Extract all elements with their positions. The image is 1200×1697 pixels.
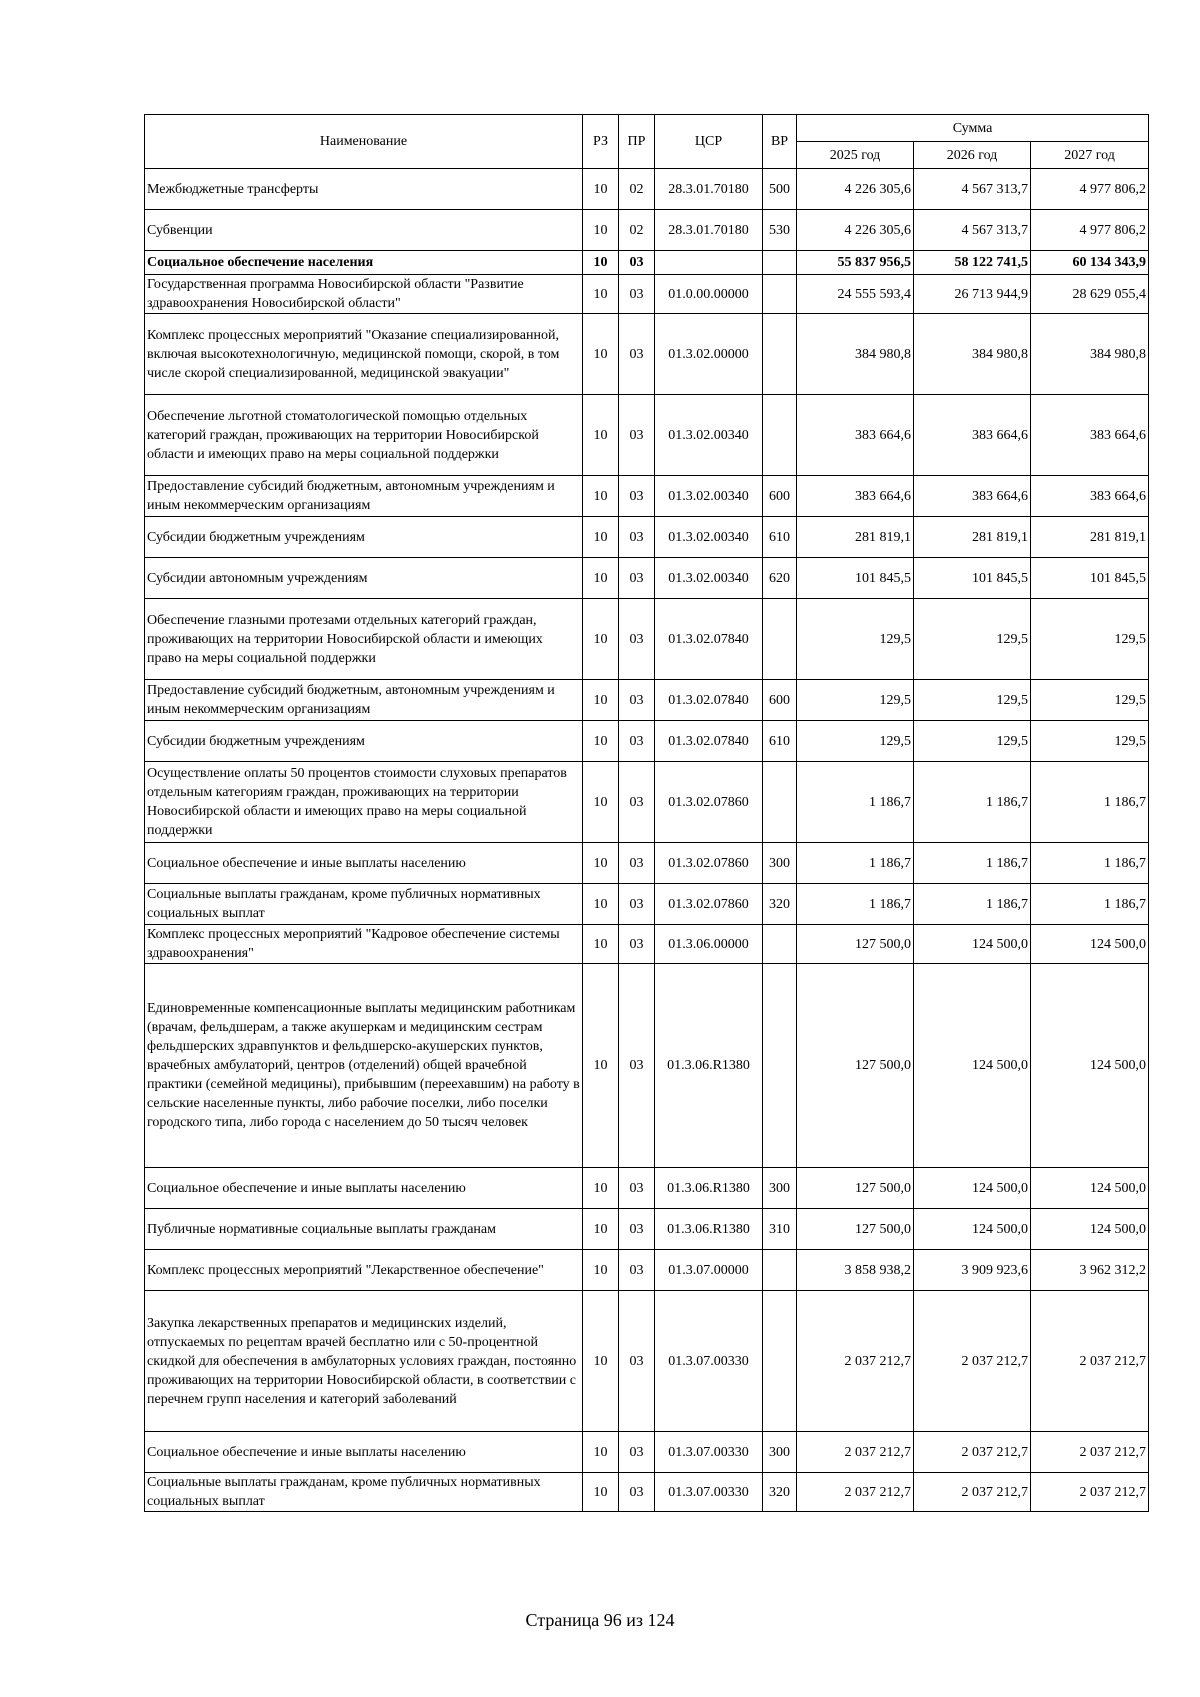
cell-csr: 01.3.06.00000 bbox=[655, 925, 763, 964]
cell-2027: 384 980,8 bbox=[1031, 314, 1149, 395]
cell-vr bbox=[763, 251, 797, 275]
cell-2026: 1 186,7 bbox=[914, 843, 1031, 884]
cell-rz: 10 bbox=[583, 1168, 619, 1209]
cell-2025: 127 500,0 bbox=[797, 964, 914, 1168]
table-row bbox=[145, 721, 1149, 762]
cell-name: Единовременные компенсационные выплаты медицинским работникам (врачам, фельдшерам, а также акушеркам и медицинским сестрам фельдшерских здравпунктов и фельдшерско-акушерских пунктов, врачебных амбулаторий, центров (отделений) общей врачебной практики (семейной медицины), прибывшим (переехавшим) на работу в сельские населенные пункты, либо рабочие поселки, либо поселки городского типа, либо города с населением до 50 тысяч человек bbox=[145, 964, 583, 1168]
cell-pr: 03 bbox=[619, 925, 655, 964]
table-row bbox=[145, 1473, 1149, 1512]
budget-table bbox=[144, 114, 1149, 1512]
cell-rz: 10 bbox=[583, 843, 619, 884]
cell-vr: 610 bbox=[763, 517, 797, 558]
cell-2025: 1 186,7 bbox=[797, 843, 914, 884]
cell-rz: 10 bbox=[583, 925, 619, 964]
cell-2026: 129,5 bbox=[914, 721, 1031, 762]
table-row bbox=[145, 1250, 1149, 1291]
cell-rz: 10 bbox=[583, 884, 619, 925]
cell-pr: 03 bbox=[619, 1168, 655, 1209]
cell-rz: 10 bbox=[583, 599, 619, 680]
cell-csr: 01.3.06.R1380 bbox=[655, 1209, 763, 1250]
cell-vr bbox=[763, 762, 797, 843]
cell-vr bbox=[763, 314, 797, 395]
cell-csr: 01.3.02.07840 bbox=[655, 680, 763, 721]
table-row bbox=[145, 964, 1149, 1168]
cell-2026: 384 980,8 bbox=[914, 314, 1031, 395]
cell-2025: 129,5 bbox=[797, 599, 914, 680]
cell-name: Предоставление субсидий бюджетным, автономным учреждениям и иным некоммерческим организациям bbox=[145, 476, 583, 517]
cell-rz: 10 bbox=[583, 558, 619, 599]
cell-2027: 129,5 bbox=[1031, 599, 1149, 680]
cell-vr: 610 bbox=[763, 721, 797, 762]
cell-vr: 320 bbox=[763, 884, 797, 925]
cell-2027: 1 186,7 bbox=[1031, 762, 1149, 843]
cell-csr: 01.3.07.00330 bbox=[655, 1473, 763, 1512]
cell-rz: 10 bbox=[583, 251, 619, 275]
cell-2026: 383 664,6 bbox=[914, 395, 1031, 476]
cell-name: Комплекс процессных мероприятий "Оказание специализированной, включая высокотехнологичную, медицинской помощи, скорой, в том числе скорой специализированной, медицинской эвакуации" bbox=[145, 314, 583, 395]
cell-rz: 10 bbox=[583, 1473, 619, 1512]
cell-vr: 320 bbox=[763, 1473, 797, 1512]
cell-pr: 03 bbox=[619, 1473, 655, 1512]
cell-vr: 500 bbox=[763, 169, 797, 210]
cell-rz: 10 bbox=[583, 1432, 619, 1473]
cell-pr: 03 bbox=[619, 964, 655, 1168]
cell-2027: 281 819,1 bbox=[1031, 517, 1149, 558]
cell-2027: 129,5 bbox=[1031, 680, 1149, 721]
header-vr: ВР bbox=[763, 115, 797, 169]
table-row bbox=[145, 314, 1149, 395]
cell-csr: 01.3.07.00330 bbox=[655, 1291, 763, 1432]
header-rz: РЗ bbox=[583, 115, 619, 169]
cell-name: Социальные выплаты гражданам, кроме публичных нормативных социальных выплат bbox=[145, 884, 583, 925]
cell-2027: 101 845,5 bbox=[1031, 558, 1149, 599]
cell-rz: 10 bbox=[583, 1250, 619, 1291]
cell-rz: 10 bbox=[583, 964, 619, 1168]
cell-csr: 01.3.02.07840 bbox=[655, 721, 763, 762]
table-row bbox=[145, 210, 1149, 251]
cell-name: Социальные выплаты гражданам, кроме публичных нормативных социальных выплат bbox=[145, 1473, 583, 1512]
cell-2025: 127 500,0 bbox=[797, 1209, 914, 1250]
cell-csr: 01.3.02.00000 bbox=[655, 314, 763, 395]
cell-name: Предоставление субсидий бюджетным, автономным учреждениям и иным некоммерческим организациям bbox=[145, 680, 583, 721]
cell-2027: 124 500,0 bbox=[1031, 1209, 1149, 1250]
cell-rz: 10 bbox=[583, 395, 619, 476]
table-row bbox=[145, 169, 1149, 210]
cell-2025: 129,5 bbox=[797, 721, 914, 762]
cell-2026: 26 713 944,9 bbox=[914, 275, 1031, 314]
cell-rz: 10 bbox=[583, 1291, 619, 1432]
cell-name: Комплекс процессных мероприятий "Кадровое обеспечение системы здравоохранения" bbox=[145, 925, 583, 964]
cell-vr bbox=[763, 395, 797, 476]
cell-2026: 1 186,7 bbox=[914, 762, 1031, 843]
cell-vr bbox=[763, 599, 797, 680]
cell-2025: 4 226 305,6 bbox=[797, 210, 914, 251]
table-row bbox=[145, 843, 1149, 884]
header-2026: 2026 год bbox=[914, 142, 1031, 169]
table-row bbox=[145, 395, 1149, 476]
cell-rz: 10 bbox=[583, 314, 619, 395]
cell-pr: 03 bbox=[619, 884, 655, 925]
cell-vr: 600 bbox=[763, 680, 797, 721]
cell-2025: 383 664,6 bbox=[797, 476, 914, 517]
cell-name: Социальное обеспечение и иные выплаты населению bbox=[145, 1168, 583, 1209]
cell-pr: 03 bbox=[619, 599, 655, 680]
cell-name: Социальное обеспечение населения bbox=[145, 251, 583, 275]
header-name: Наименование bbox=[145, 115, 583, 169]
cell-2026: 124 500,0 bbox=[914, 1209, 1031, 1250]
cell-csr: 01.0.00.00000 bbox=[655, 275, 763, 314]
cell-2026: 2 037 212,7 bbox=[914, 1473, 1031, 1512]
cell-csr: 01.3.06.R1380 bbox=[655, 964, 763, 1168]
cell-pr: 03 bbox=[619, 1432, 655, 1473]
cell-2025: 1 186,7 bbox=[797, 884, 914, 925]
header-2025: 2025 год bbox=[797, 142, 914, 169]
table-row bbox=[145, 1168, 1149, 1209]
cell-pr: 03 bbox=[619, 762, 655, 843]
cell-2027: 383 664,6 bbox=[1031, 476, 1149, 517]
cell-2027: 2 037 212,7 bbox=[1031, 1473, 1149, 1512]
cell-2027: 124 500,0 bbox=[1031, 964, 1149, 1168]
cell-name: Межбюджетные трансферты bbox=[145, 169, 583, 210]
cell-2027: 4 977 806,2 bbox=[1031, 210, 1149, 251]
cell-2026: 1 186,7 bbox=[914, 884, 1031, 925]
cell-rz: 10 bbox=[583, 210, 619, 251]
table-header bbox=[145, 115, 1149, 169]
cell-rz: 10 bbox=[583, 476, 619, 517]
header-2027: 2027 год bbox=[1031, 142, 1149, 169]
cell-2027: 28 629 055,4 bbox=[1031, 275, 1149, 314]
table-row bbox=[145, 1432, 1149, 1473]
cell-name: Публичные нормативные социальные выплаты гражданам bbox=[145, 1209, 583, 1250]
cell-2026: 2 037 212,7 bbox=[914, 1291, 1031, 1432]
cell-vr bbox=[763, 925, 797, 964]
cell-vr: 300 bbox=[763, 843, 797, 884]
cell-2027: 1 186,7 bbox=[1031, 843, 1149, 884]
page-number: Страница 96 из 124 bbox=[525, 1610, 675, 1630]
cell-vr bbox=[763, 1250, 797, 1291]
cell-rz: 10 bbox=[583, 517, 619, 558]
table-row bbox=[145, 680, 1149, 721]
table-row bbox=[145, 476, 1149, 517]
cell-name: Осуществление оплаты 50 процентов стоимости слуховых препаратов отдельным категориям граждан, проживающих на территории Новосибирской области и имеющих право на меры социальной поддержки bbox=[145, 762, 583, 843]
table-row bbox=[145, 275, 1149, 314]
cell-2025: 281 819,1 bbox=[797, 517, 914, 558]
cell-2027: 60 134 343,9 bbox=[1031, 251, 1149, 275]
cell-2026: 129,5 bbox=[914, 680, 1031, 721]
cell-rz: 10 bbox=[583, 1209, 619, 1250]
cell-2027: 383 664,6 bbox=[1031, 395, 1149, 476]
table-row bbox=[145, 558, 1149, 599]
cell-csr: 01.3.02.07840 bbox=[655, 599, 763, 680]
cell-2025: 384 980,8 bbox=[797, 314, 914, 395]
cell-vr bbox=[763, 964, 797, 1168]
cell-csr: 01.3.06.R1380 bbox=[655, 1168, 763, 1209]
cell-2027: 2 037 212,7 bbox=[1031, 1291, 1149, 1432]
header-sum: Сумма bbox=[797, 115, 1149, 142]
table-row bbox=[145, 1209, 1149, 1250]
cell-name: Социальное обеспечение и иные выплаты населению bbox=[145, 843, 583, 884]
cell-pr: 02 bbox=[619, 169, 655, 210]
cell-rz: 10 bbox=[583, 721, 619, 762]
cell-pr: 03 bbox=[619, 1250, 655, 1291]
cell-name: Субвенции bbox=[145, 210, 583, 251]
cell-2025: 2 037 212,7 bbox=[797, 1291, 914, 1432]
cell-pr: 03 bbox=[619, 721, 655, 762]
cell-pr: 03 bbox=[619, 476, 655, 517]
cell-pr: 03 bbox=[619, 843, 655, 884]
cell-2025: 4 226 305,6 bbox=[797, 169, 914, 210]
header-pr: ПР bbox=[619, 115, 655, 169]
header-csr: ЦСР bbox=[655, 115, 763, 169]
cell-vr bbox=[763, 1291, 797, 1432]
cell-vr: 600 bbox=[763, 476, 797, 517]
cell-2026: 281 819,1 bbox=[914, 517, 1031, 558]
cell-2026: 58 122 741,5 bbox=[914, 251, 1031, 275]
cell-vr: 300 bbox=[763, 1432, 797, 1473]
cell-2025: 55 837 956,5 bbox=[797, 251, 914, 275]
cell-2027: 4 977 806,2 bbox=[1031, 169, 1149, 210]
cell-name: Социальное обеспечение и иные выплаты населению bbox=[145, 1432, 583, 1473]
cell-2025: 129,5 bbox=[797, 680, 914, 721]
cell-2025: 24 555 593,4 bbox=[797, 275, 914, 314]
cell-name: Обеспечение глазными протезами отдельных категорий граждан, проживающих на территории Новосибирской области и имеющих право на меры социальной поддержки bbox=[145, 599, 583, 680]
cell-csr: 01.3.07.00330 bbox=[655, 1432, 763, 1473]
cell-name: Субсидии бюджетным учреждениям bbox=[145, 721, 583, 762]
table-row bbox=[145, 599, 1149, 680]
cell-vr: 620 bbox=[763, 558, 797, 599]
cell-csr: 01.3.02.07860 bbox=[655, 884, 763, 925]
cell-csr: 28.3.01.70180 bbox=[655, 169, 763, 210]
cell-name: Государственная программа Новосибирской области "Развитие здравоохранения Новосибирской области" bbox=[145, 275, 583, 314]
cell-pr: 03 bbox=[619, 517, 655, 558]
cell-name: Комплекс процессных мероприятий "Лекарственное обеспечение" bbox=[145, 1250, 583, 1291]
cell-2027: 3 962 312,2 bbox=[1031, 1250, 1149, 1291]
table-row bbox=[145, 925, 1149, 964]
cell-2027: 124 500,0 bbox=[1031, 925, 1149, 964]
cell-csr: 01.3.02.00340 bbox=[655, 395, 763, 476]
cell-pr: 03 bbox=[619, 558, 655, 599]
cell-2026: 124 500,0 bbox=[914, 925, 1031, 964]
table-row bbox=[145, 762, 1149, 843]
cell-2025: 2 037 212,7 bbox=[797, 1432, 914, 1473]
table-row bbox=[145, 251, 1149, 275]
cell-2025: 127 500,0 bbox=[797, 1168, 914, 1209]
cell-rz: 10 bbox=[583, 680, 619, 721]
cell-2026: 129,5 bbox=[914, 599, 1031, 680]
cell-name: Субсидии бюджетным учреждениям bbox=[145, 517, 583, 558]
cell-2026: 4 567 313,7 bbox=[914, 210, 1031, 251]
cell-name: Обеспечение льготной стоматологической помощью отдельных категорий граждан, проживающих на территории Новосибирской области и имеющих право на меры социальной поддержки bbox=[145, 395, 583, 476]
cell-2026: 383 664,6 bbox=[914, 476, 1031, 517]
cell-csr: 01.3.02.07860 bbox=[655, 762, 763, 843]
cell-2025: 383 664,6 bbox=[797, 395, 914, 476]
cell-pr: 03 bbox=[619, 680, 655, 721]
table-body bbox=[145, 169, 1149, 1512]
cell-2027: 2 037 212,7 bbox=[1031, 1432, 1149, 1473]
cell-csr: 01.3.02.00340 bbox=[655, 558, 763, 599]
cell-2027: 129,5 bbox=[1031, 721, 1149, 762]
cell-pr: 03 bbox=[619, 395, 655, 476]
cell-2025: 2 037 212,7 bbox=[797, 1473, 914, 1512]
cell-vr: 300 bbox=[763, 1168, 797, 1209]
cell-2025: 1 186,7 bbox=[797, 762, 914, 843]
cell-2026: 4 567 313,7 bbox=[914, 169, 1031, 210]
cell-2025: 3 858 938,2 bbox=[797, 1250, 914, 1291]
cell-2026: 101 845,5 bbox=[914, 558, 1031, 599]
table-row bbox=[145, 517, 1149, 558]
cell-vr bbox=[763, 275, 797, 314]
cell-pr: 03 bbox=[619, 1209, 655, 1250]
cell-pr: 03 bbox=[619, 251, 655, 275]
cell-csr: 01.3.07.00000 bbox=[655, 1250, 763, 1291]
cell-csr bbox=[655, 251, 763, 275]
cell-pr: 03 bbox=[619, 1291, 655, 1432]
table-row bbox=[145, 1291, 1149, 1432]
cell-rz: 10 bbox=[583, 169, 619, 210]
table-row bbox=[145, 884, 1149, 925]
cell-csr: 28.3.01.70180 bbox=[655, 210, 763, 251]
cell-csr: 01.3.02.00340 bbox=[655, 517, 763, 558]
cell-2026: 2 037 212,7 bbox=[914, 1432, 1031, 1473]
cell-2026: 124 500,0 bbox=[914, 964, 1031, 1168]
cell-2025: 127 500,0 bbox=[797, 925, 914, 964]
cell-2027: 1 186,7 bbox=[1031, 884, 1149, 925]
cell-pr: 02 bbox=[619, 210, 655, 251]
cell-name: Субсидии автономным учреждениям bbox=[145, 558, 583, 599]
cell-rz: 10 bbox=[583, 275, 619, 314]
cell-name: Закупка лекарственных препаратов и медицинских изделий, отпускаемых по рецептам врачей бесплатно или с 50-процентной скидкой для обеспечения в амбулаторных условиях граждан, постоянно проживающих на территории Новосибирской области, в соответствии с перечнем групп населения и категорий заболеваний bbox=[145, 1291, 583, 1432]
cell-pr: 03 bbox=[619, 314, 655, 395]
cell-csr: 01.3.02.00340 bbox=[655, 476, 763, 517]
cell-2025: 101 845,5 bbox=[797, 558, 914, 599]
cell-vr: 310 bbox=[763, 1209, 797, 1250]
cell-2027: 124 500,0 bbox=[1031, 1168, 1149, 1209]
cell-csr: 01.3.02.07860 bbox=[655, 843, 763, 884]
cell-pr: 03 bbox=[619, 275, 655, 314]
cell-vr: 530 bbox=[763, 210, 797, 251]
cell-2026: 3 909 923,6 bbox=[914, 1250, 1031, 1291]
cell-rz: 10 bbox=[583, 762, 619, 843]
cell-2026: 124 500,0 bbox=[914, 1168, 1031, 1209]
